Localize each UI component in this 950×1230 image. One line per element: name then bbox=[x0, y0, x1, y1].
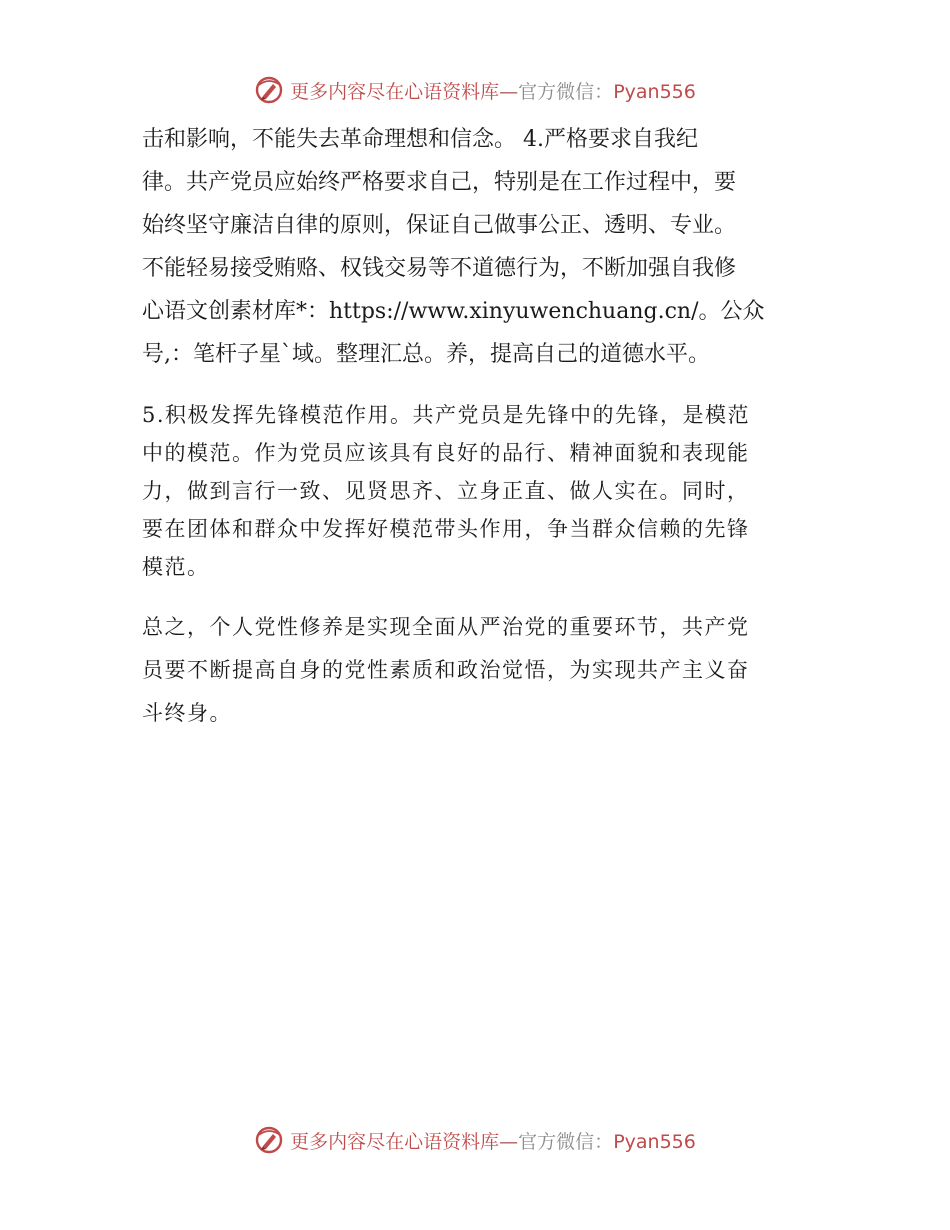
text-line: 不能轻易接受贿赂、权钱交易等不道德行为，不断加强自我修 bbox=[142, 256, 737, 281]
text-line: 号,：笔杆子星`域。整理汇总。养，提高自己的道德水平。 bbox=[142, 342, 710, 367]
text-line: 要在团体和群众中发挥好模范带头作用，争当群众信赖的先锋 bbox=[142, 517, 750, 541]
watermark-label: 官方微信： bbox=[518, 80, 614, 103]
watermark-brand: 更多内容尽在心语资料库 bbox=[290, 80, 500, 103]
header-watermark bbox=[0, 70, 950, 110]
watermark-text bbox=[290, 77, 696, 104]
text-line: 员要不断提高自身的党性素质和政治觉悟，为实现共产主义奋 bbox=[142, 658, 750, 682]
paragraph-self-discipline bbox=[142, 118, 822, 376]
watermark-dash: — bbox=[499, 1130, 519, 1153]
text-line: 总之，个人党性修养是实现全面从严治党的重要环节，共产党 bbox=[142, 615, 750, 639]
document-body bbox=[142, 118, 822, 735]
watermark-wechat-id: Pyan556 bbox=[613, 80, 696, 103]
text-line: 5.积极发挥先锋模范作用。共产党员是先锋中的先锋，是模范 bbox=[142, 403, 751, 427]
watermark-text bbox=[290, 1127, 696, 1154]
text-line: 斗终身。 bbox=[142, 701, 232, 725]
paragraph-vanguard-role bbox=[142, 396, 822, 586]
text-line: 力，做到言行一致、见贤思齐、立身正直、做人实在。同时， bbox=[142, 479, 750, 503]
pen-logo-icon bbox=[254, 1125, 284, 1155]
watermark-brand: 更多内容尽在心语资料库 bbox=[290, 1130, 500, 1153]
text-line: 击和影响，不能失去革命理想和信念。 4.严格要求自我纪 bbox=[142, 127, 698, 152]
text-line: 始终坚守廉洁自律的原则，保证自己做事公正、透明、专业。 bbox=[142, 213, 737, 238]
footer-watermark bbox=[0, 1120, 950, 1160]
text-line: 中的模范。作为党员应该具有良好的品行、精神面貌和表现能 bbox=[142, 441, 750, 465]
watermark-dash: — bbox=[499, 80, 519, 103]
paragraph-conclusion bbox=[142, 606, 822, 735]
pen-logo-icon bbox=[254, 75, 284, 105]
text-line: 律。共产党员应始终严格要求自己，特别是在工作过程中，要 bbox=[142, 170, 737, 195]
text-line: 模范。 bbox=[142, 555, 210, 579]
watermark-wechat-id: Pyan556 bbox=[613, 1130, 696, 1153]
watermark-label: 官方微信： bbox=[518, 1130, 614, 1153]
text-line: 心语文创素材库*：https://www.xinyuwenchuang.cn/。公众 bbox=[142, 299, 765, 324]
